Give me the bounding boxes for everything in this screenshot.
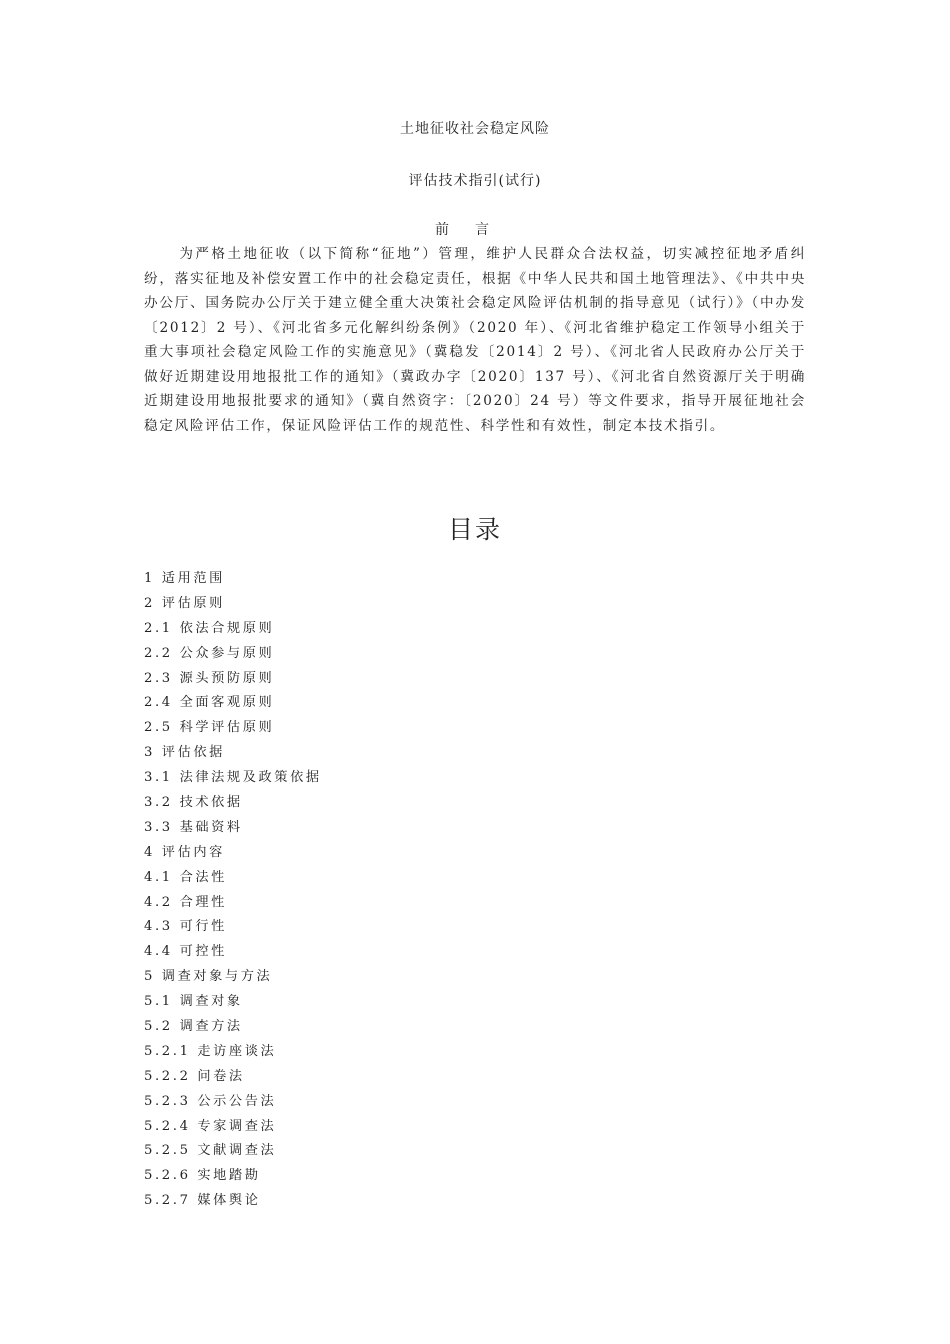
toc-item[interactable]: 2.5 科学评估原则 [144,720,275,736]
toc-list [144,567,322,1214]
toc-item[interactable]: 4.2 合理性 [144,894,227,910]
toc-item[interactable]: 4.3 可行性 [144,919,227,935]
preface-paragraph: 为严格土地征收（以下简称“征地”）管理，维护人民群众合法权益，切实减控征地矛盾纠纷，落实征地及补偿安置工作中的社会稳定责任，根据《中华人民共和国土地管理法》、《中共中央办公厅、国务院办公厅关于建立健全重大决策社会稳定风险评估机制的指导意见（试行）》（中办发〔2012〕2 号）、《河北省多元化解纠纷条例》（2020 年）、《河北省维护稳定工作领导小组关于重大事项社会稳定风险工作的实施意见》（冀稳发〔2014〕2 号）、《河北省人民政府办公厅关于做好近期建设用地报批工作的通知》（冀政办字〔2020〕137 号）、《河北省自然资源厅关于明确近期建设用地报批要求的通知》（冀自然资字：〔2020〕24 号）等文件要求，指导开展征地社会稳定风险评估工作，保证风险评估工作的规范性、科学性和有效性，制定本技术指引。 [144,246,806,434]
preface-heading [0,219,950,239]
toc-item[interactable]: 5.2.2 问卷法 [144,1068,245,1084]
toc-item[interactable]: 4.4 可控性 [144,944,227,960]
toc-item[interactable]: 5.2.5 文献调查法 [144,1143,277,1159]
toc-item[interactable]: 2.2 公众参与原则 [144,645,275,661]
toc-item[interactable]: 5.2.6 实地踏勘 [144,1168,261,1184]
toc-item[interactable]: 2 评估原则 [144,595,225,611]
toc-item[interactable]: 5.2.7 媒体舆论 [144,1193,261,1209]
toc-item[interactable]: 3 评估依据 [144,745,225,761]
toc-item[interactable]: 2.1 依法合规原则 [144,620,275,636]
toc-item[interactable]: 2.4 全面客观原则 [144,695,275,711]
document-title: 土地征收社会稳定风险 [400,121,550,137]
toc-item[interactable]: 3.3 基础资料 [144,819,243,835]
toc-item[interactable]: 5.1 调查对象 [144,994,243,1010]
toc-item[interactable]: 4 评估内容 [144,844,225,860]
toc-item[interactable]: 4.1 合法性 [144,869,227,885]
toc-item[interactable]: 5.2.3 公示公告法 [144,1093,277,1109]
toc-item[interactable]: 1 适用范围 [144,571,225,586]
toc-item[interactable]: 5.2.1 走访座谈法 [144,1043,277,1059]
preface-heading-text: 前言 [435,222,515,238]
toc-item[interactable]: 3.1 法律法规及政策依据 [144,770,322,786]
toc-item[interactable]: 2.3 源头预防原则 [144,670,275,686]
toc-item[interactable]: 5.2.4 专家调查法 [144,1118,277,1134]
toc-item[interactable]: 3.2 技术依据 [144,795,243,811]
toc-item[interactable]: 5 调查对象与方法 [144,969,273,985]
toc-title: 目录 [447,515,502,544]
document-subtitle: 评估技术指引(试行) [408,173,542,189]
toc-item[interactable]: 5.2 调查方法 [144,1019,243,1035]
